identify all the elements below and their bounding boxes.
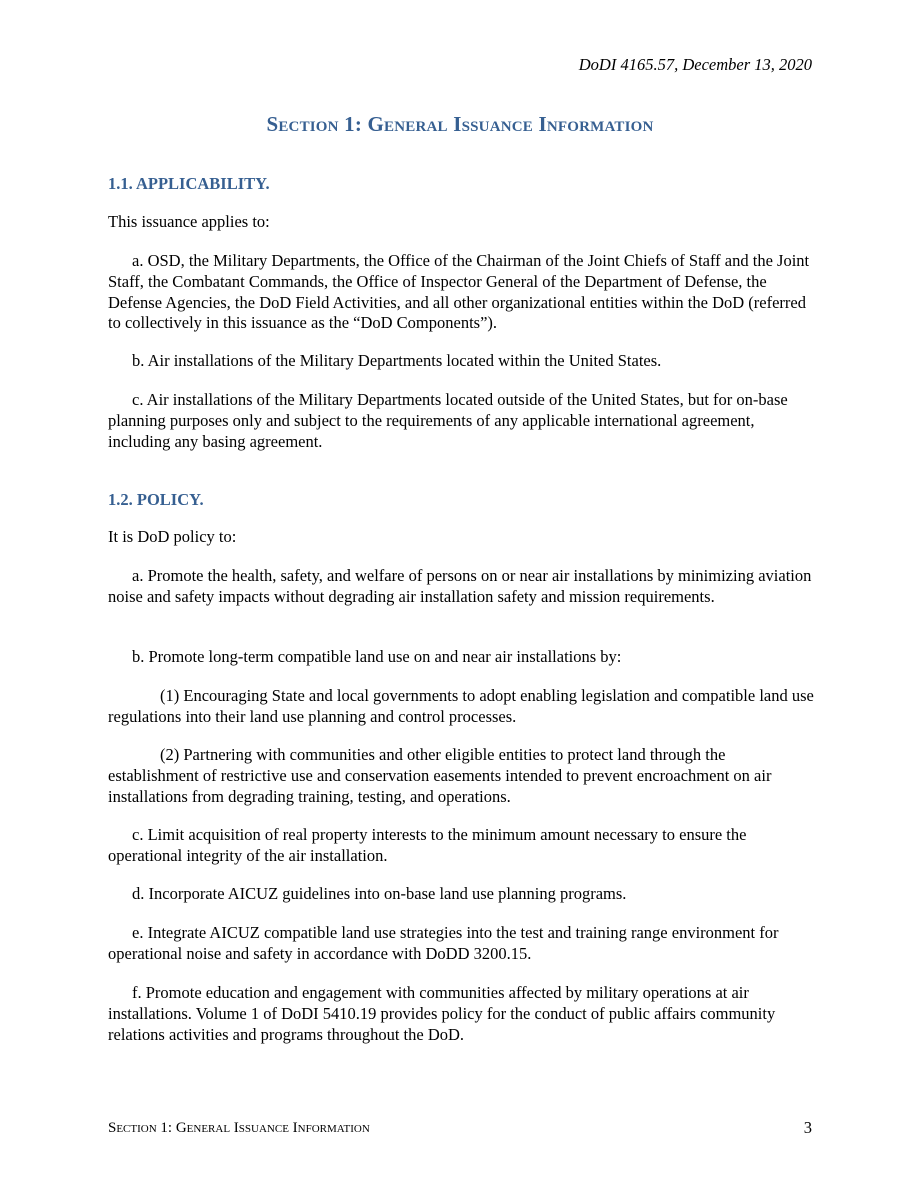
document-reference-header: DoDI 4165.57, December 13, 2020 xyxy=(578,55,812,74)
policy-item-f: f. Promote education and engagement with communities affected by military operations at air installations. Volume 1 of DoDI 5410.19 provides policy for the conduct of public affairs community relations activities and programs throughout the DoD. xyxy=(108,983,776,1044)
policy-item-e: e. Integrate AICUZ compatible land use strategies into the test and training range environment for operational noise and safety in accordance with DoDD 3200.15. xyxy=(108,923,779,963)
applicability-intro: This issuance applies to: xyxy=(108,212,270,231)
applicability-item-a: a. OSD, the Military Departments, the Office of the Chairman of the Joint Chiefs of Staff and the Joint Staff, the Combatant Commands, the Office of Inspector General of the Department of Defense, the Defense Agencies, the DoD Field Activities, and all other organizational entities within the DoD (referred to collectively in this issuance as the “DoD Components”). xyxy=(108,251,810,333)
policy-item-b1: (1) Encouraging State and local governments to adopt enabling legislation and compatible land use regulations into their land use planning and control processes. xyxy=(108,686,814,726)
policy-item-c: c. Limit acquisition of real property interests to the minimum amount necessary to ensure the operational integrity of the air installation. xyxy=(108,825,747,865)
policy-item-a: a. Promote the health, safety, and welfare of persons on or near air installations by minimizing aviation noise and safety impacts without degrading air installation safety and mission requirements. xyxy=(108,566,812,606)
page-number: 3 xyxy=(803,1118,812,1137)
policy-item-b: b. Promote long-term compatible land use on and near air installations by: xyxy=(132,647,622,666)
footer-section-label: Section 1: General Issuance Information xyxy=(108,1120,370,1136)
policy-heading: 1.2. POLICY. xyxy=(108,490,204,509)
policy-intro: It is DoD policy to: xyxy=(108,527,237,546)
applicability-heading: 1.1. APPLICABILITY. xyxy=(108,174,270,193)
policy-item-d: d. Incorporate AICUZ guidelines into on-base land use planning programs. xyxy=(132,884,627,903)
section-title: Section 1: General Issuance Information xyxy=(266,112,654,136)
policy-item-b2: (2) Partnering with communities and other eligible entities to protect land through the establishment of restrictive use and conservation easements intended to prevent encroachment on air installations from degrading training, testing, and operations. xyxy=(108,745,772,806)
applicability-item-b: b. Air installations of the Military Departments located within the United States. xyxy=(132,351,662,370)
applicability-item-c: c. Air installations of the Military Departments located outside of the United States, but for on-base planning purposes only and subject to the requirements of any applicable international agreement, including any basing agreement. xyxy=(108,390,788,451)
